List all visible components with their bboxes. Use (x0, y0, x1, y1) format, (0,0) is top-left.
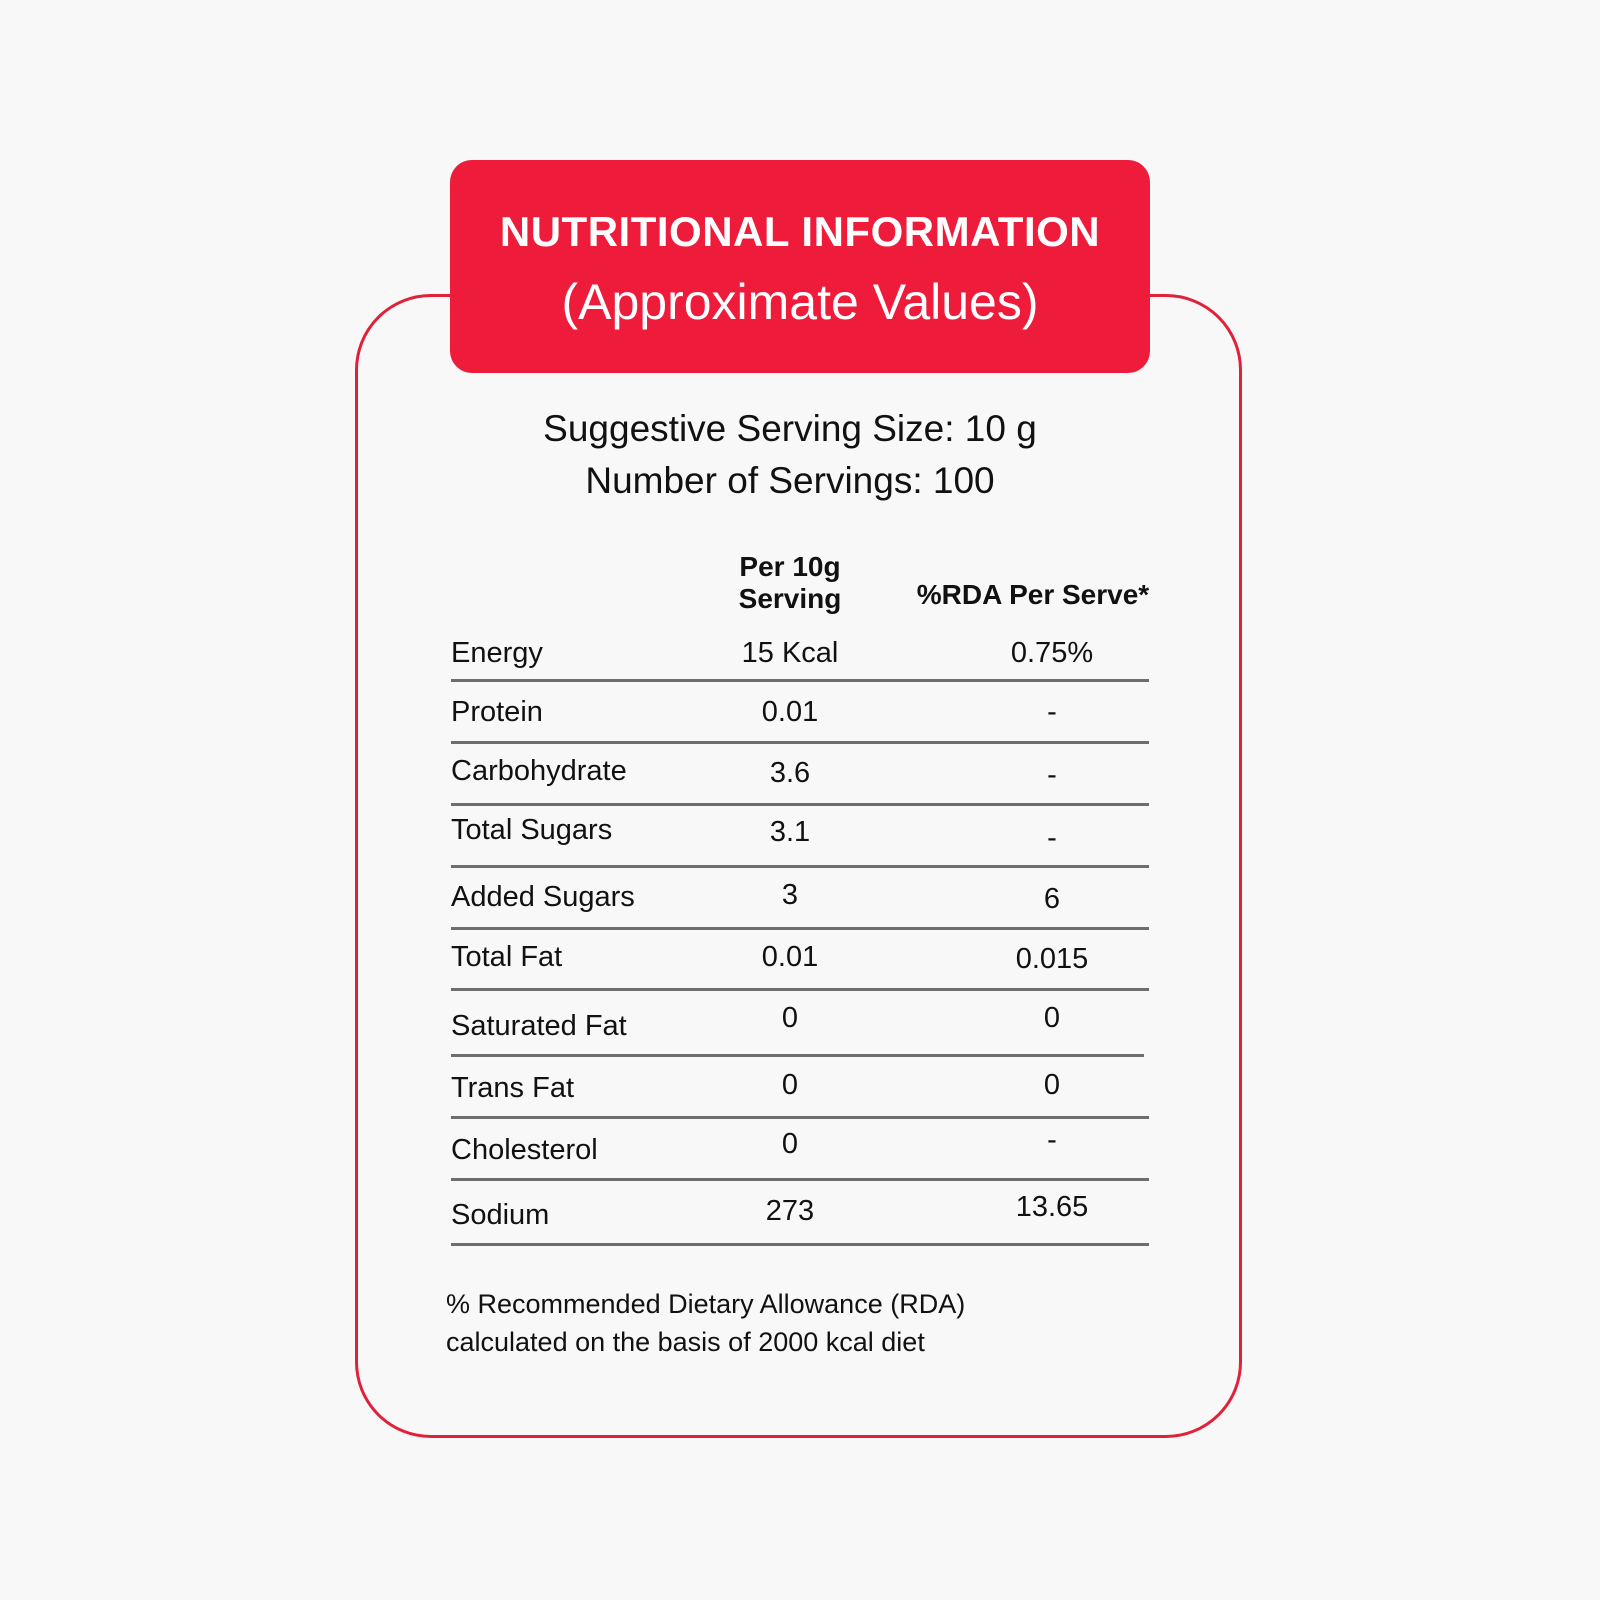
header-subtitle: (Approximate Values) (561, 274, 1039, 330)
row-divider (451, 927, 1149, 930)
row-divider (451, 865, 1149, 868)
rda-value: - (1047, 759, 1057, 791)
table-row (451, 1002, 1149, 1046)
per-serving-value: 0.01 (761, 696, 819, 728)
per-serving-value: 0 (781, 1069, 799, 1101)
column-header-rda: %RDA Per Serve* (916, 579, 1150, 610)
row-divider (451, 1116, 1149, 1119)
row-divider (451, 1054, 1144, 1057)
per-serving-value: 273 (765, 1195, 815, 1227)
rda-value: 0.75% (1010, 637, 1094, 669)
row-divider (451, 803, 1149, 806)
rda-value: 0 (1043, 1002, 1061, 1034)
row-divider (451, 1178, 1149, 1181)
per-serving-value: 0 (781, 1128, 799, 1160)
header-title: NUTRITIONAL INFORMATION (499, 208, 1101, 255)
table-row (451, 941, 1149, 977)
footnote-line1: % Recommended Dietary Allowance (RDA) (446, 1289, 966, 1319)
rda-value: 0.015 (1015, 943, 1089, 975)
rda-value: 0 (1043, 1069, 1061, 1101)
column-header-per-serving (690, 551, 890, 615)
row-divider (451, 679, 1149, 682)
rda-value: 6 (1043, 883, 1061, 915)
table-row (451, 881, 1149, 917)
per-serving-value: 3.6 (769, 757, 811, 789)
per-serving-value: 0 (781, 1002, 799, 1034)
nutrient-name: Saturated Fat (451, 1010, 627, 1042)
header-banner (450, 160, 1150, 373)
row-divider (451, 1243, 1149, 1246)
footnote (446, 1285, 965, 1361)
nutrient-name: Cholesterol (451, 1134, 598, 1166)
per-serving-value: 3 (781, 879, 799, 911)
footnote-line2: calculated on the basis of 2000 kcal diet (446, 1327, 925, 1357)
per-serving-value: 15 Kcal (741, 637, 839, 669)
rda-value: - (1047, 1124, 1057, 1156)
nutrient-name: Protein (451, 696, 543, 728)
nutrient-name: Energy (451, 637, 543, 669)
nutrient-name: Added Sugars (451, 881, 635, 913)
nutrient-name: Trans Fat (451, 1072, 575, 1104)
row-divider (451, 741, 1149, 744)
table-row (451, 1191, 1149, 1235)
column-header-per-serving-line2: Serving (738, 583, 842, 614)
nutrient-name: Total Sugars (451, 814, 613, 846)
serving-size: Suggestive Serving Size: 10 g (543, 408, 1037, 449)
nutrient-name: Carbohydrate (451, 755, 627, 787)
servings-count: Number of Servings: 100 (585, 460, 995, 501)
rda-value: - (1047, 696, 1057, 728)
per-serving-value: 0.01 (761, 941, 819, 973)
table-row (451, 696, 1149, 732)
table-row (451, 637, 1149, 673)
per-serving-value: 3.1 (769, 816, 811, 848)
table-row (451, 755, 1149, 791)
nutrient-name: Sodium (451, 1199, 550, 1231)
nutrient-name: Total Fat (451, 941, 563, 973)
table-row (451, 1124, 1149, 1170)
table-row (451, 814, 1149, 854)
rda-value: 13.65 (1015, 1191, 1089, 1223)
table-row (451, 1069, 1149, 1108)
column-header-per-serving-line1: Per 10g (739, 551, 841, 582)
row-divider (451, 988, 1149, 991)
rda-value: - (1047, 822, 1057, 854)
